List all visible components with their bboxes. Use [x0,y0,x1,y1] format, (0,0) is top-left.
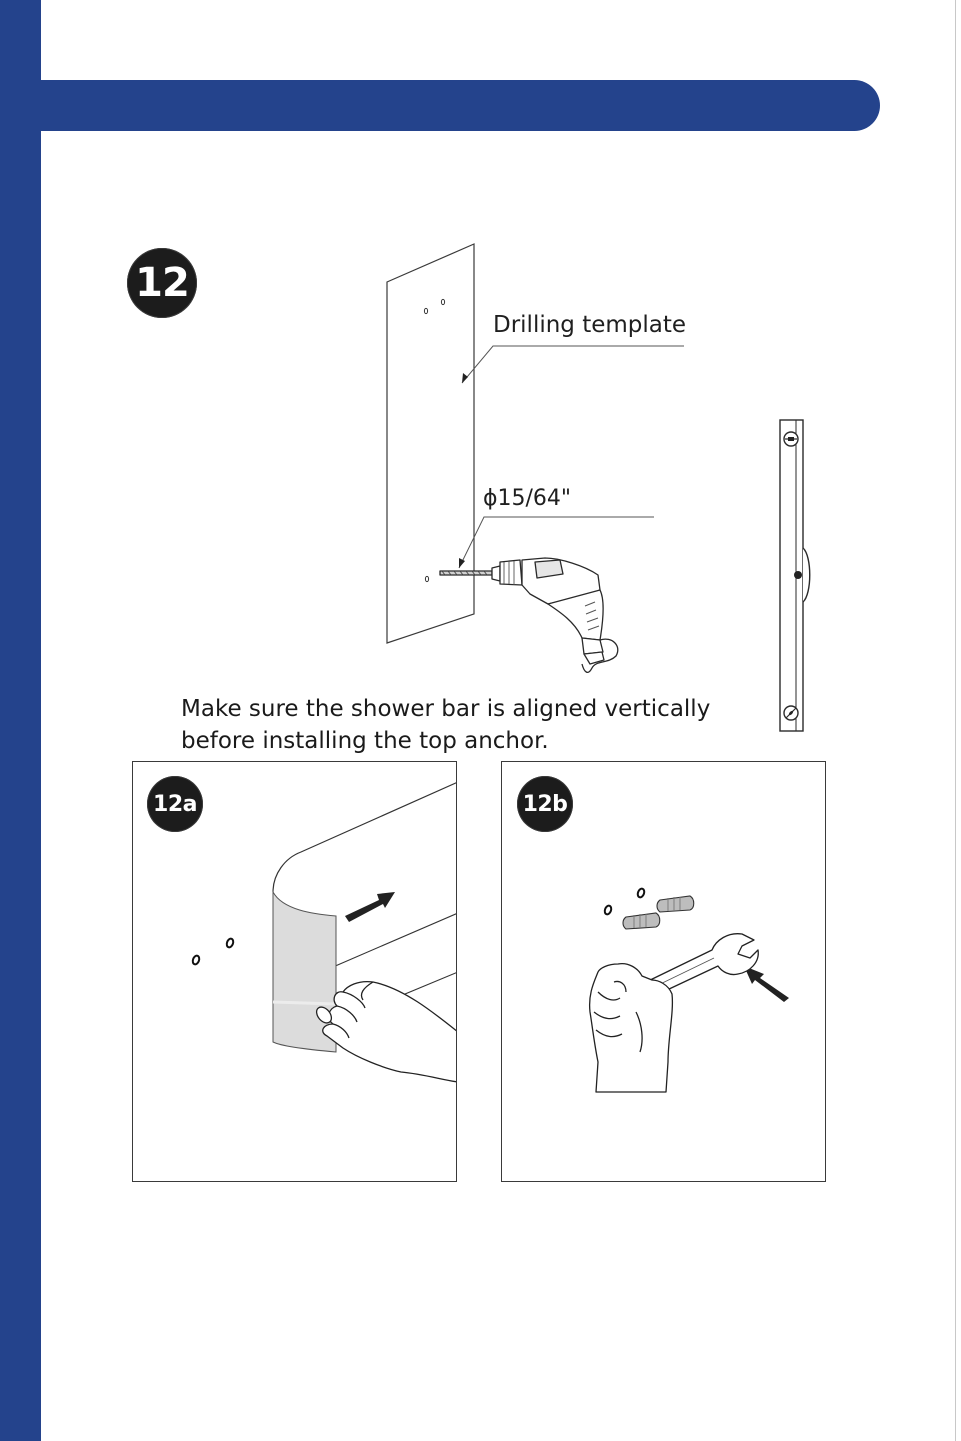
drilling-template-sheet [387,244,474,643]
arrow-icon [345,892,395,922]
wall-anchor-icon [623,896,694,929]
alignment-instruction [181,693,710,757]
substep-badge-12b: 12b [517,776,573,832]
arrow-icon [744,966,789,1002]
drill-bit-size-value: 15/64" [497,486,572,511]
template-leader-line [462,346,684,383]
drilling-template-label: Drilling template [493,312,687,338]
instruction-line-2: before installing the top anchor. [181,728,549,754]
peel-template-hand-icon [314,982,457,1082]
diameter-symbol: ϕ [483,486,498,511]
drilled-holes-icon [192,938,235,966]
instruction-line-1: Make sure the shower bar is aligned vertically [181,696,711,722]
step-number-badge: 12 [127,248,197,318]
substep-badge-12a: 12a [147,776,203,832]
drilled-holes-icon [604,888,646,916]
drill-bit-size-label [483,486,571,511]
wrench-hand-icon [590,934,759,1092]
spirit-level-icon [780,420,810,731]
